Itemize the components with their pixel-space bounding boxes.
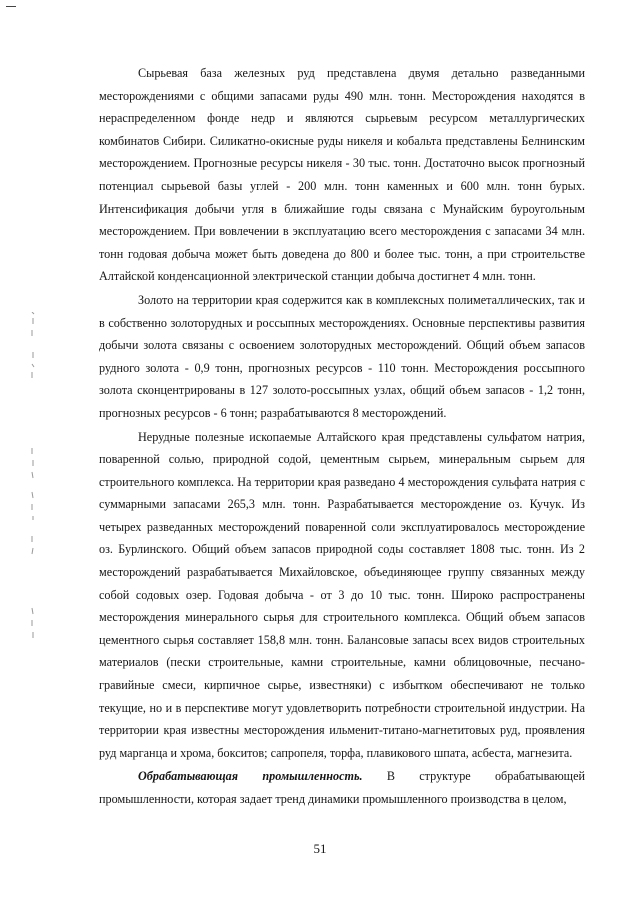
paragraph-nonmetallic-minerals xyxy=(99,426,585,765)
paragraph-gold xyxy=(99,289,585,425)
paragraph-manufacturing xyxy=(99,765,585,810)
section-run-in-heading: Обрабатывающая промышленность. xyxy=(138,769,363,784)
paragraph-text: В структуре обрабатывающей промышленности, которая задает тренд динамики промышленного производства в целом, xyxy=(99,769,585,806)
scan-corner-mark xyxy=(6,6,16,7)
paragraph-text: Сырьевая база железных руд представлена двумя детально разведанными месторождениями с общими запасами руды 490 млн. тонн. Месторождения находятся в нераспределенном фонде недр и являются сырьевым ресурсом металлургических комбинатов Сибири. Силикатно-окисные руды никеля и кобальта представлены Белнинским месторождением. Прогнозные ресурсы никеля - 30 тыс. тонн. Достаточно высок прогнозный потенциал сырьевой базы углей - 200 млн. тонн каменных и 600 млн. тонн бурых. Интенсификация добычи угля в ближайшие годы связана с Мунайским буроугольным месторождением. При вовлечении в эксплуатацию всего месторождения с запасами 34 млн. тонн годовая добыча может быть доведена до 800 и более тыс. тонн, а при строительстве Алтайской конденсационной электрической станции добыча достигнет 4 млн. тонн. xyxy=(99,66,585,284)
paragraph-iron-ore xyxy=(99,62,585,288)
scan-artifact-marks xyxy=(20,312,42,652)
paragraph-text: Золото на территории края содержится как в комплексных полиметаллических, так и в собственно золоторудных и россыпных месторождениях. Основные перспективы развития добычи золота связаны с освоением золоторудных месторождений. Общий объем запасов рудного золота - 0,9 тонн, прогнозных ресурсов - 110 тонн. Месторождения россыпного золота сконцентрированы в 127 золото-россыпных узлах, общий объем запасов - 1,2 тонн, прогнозных ресурсов - 6 тонн; разрабатываются 8 месторождений. xyxy=(99,292,585,420)
paragraph-text: Нерудные полезные ископаемые Алтайского края представлены сульфатом натрия, поваренной солью, природной содой, цементным сырьем, минеральным сырьем для строительного комплекса. На территории края разведано 4 месторождения сульфата натрия с суммарными запасами 265,3 млн. тонн. Разрабатывается месторождение оз. Кучук. Из четырех разведанных месторождений поваренной соли эксплуатировалось месторождение оз. Бурлинского. Общий объем запасов природной соды составляет 1808 тыс. тонн. Из 2 месторождений разрабатывается Михайловское, объединяющее группу связанных между собой содовых озер. Годовая добыча - от 3 до 10 тыс. тонн. Широко распространены месторождения минерального сырья для строительного комплекса. Общий объем запасов цементного сырья составляет 158,8 млн. тонн. Балансовые запасы всех видов строительных материалов (пески строительные, камни строительные, камни облицовочные, песчано-гравийные смеси, кирпичное сырье, известняки) с избытком обеспечивают не только текущие, но и в перспективе могут удовлетворить потребности строительной индустрии. На территории края известны месторождения ильменит-титано-магнетитовых руд, проявления руд марганца и хрома, бокситов; сапропеля, торфа, плавикового шпата, асбеста, магнезита. xyxy=(99,429,585,760)
page-number: 51 xyxy=(313,841,327,856)
body-text xyxy=(99,62,585,811)
